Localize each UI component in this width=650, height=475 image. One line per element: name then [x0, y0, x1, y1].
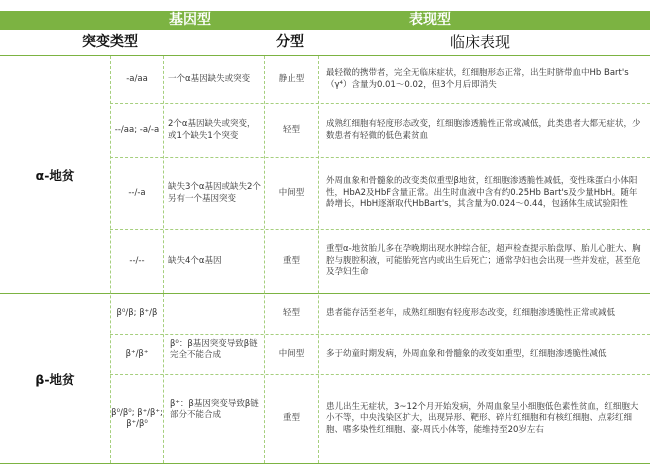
beta-type: 轻型	[282, 308, 300, 319]
beta-mutation-b0: β⁰：β基因突变导致β链完全不能合成	[170, 338, 258, 360]
alpha-clinical: 成熟红细胞有轻度形态改变，红细胞渗透脆性正常或减低，此类患者大都无症状，少数患者有轻微的低色素贫血	[326, 119, 641, 141]
alpha-type: 静止型	[278, 73, 305, 84]
divider	[163, 56, 164, 293]
alpha-type: 中间型	[278, 187, 305, 198]
beta-genotype: β⁰/β⁰; β⁺/β⁺; β⁺/β⁰	[111, 407, 163, 429]
alpha-clinical: 外周血象和骨髓象的改变类似重型β地贫，红细胞渗透脆性减低，变性珠蛋白小体阳性，HbA2及HbF含量正常。出生时血液中含有约0.25Hb Bart's及少量HbH。随年龄增长，HbH逐渐取代HbBart's，其含量为0.024～0.44，包涵体生成试验阳性	[326, 176, 638, 210]
alpha-mutation: 缺失4个α基因	[168, 255, 222, 266]
beta-genotype: β⁺/β⁺	[125, 348, 149, 359]
subheader-classification: 分型	[276, 34, 304, 50]
alpha-mutation: 缺失3个α基因或缺失2个另有一个基因突变	[168, 182, 261, 204]
alpha-genotype: -a/aa	[126, 73, 148, 84]
divider	[0, 463, 650, 464]
beta-clinical: 患者能存活至老年，成熟红细胞有轻度形态改变，红细胞渗透脆性正常或减低	[326, 308, 616, 319]
group-beta-label: β-地贫	[35, 371, 75, 387]
beta-clinical: 患儿出生无症状，3~12个月开始发病，外周血象呈小细胞低色素性贫血，红细胞大小不等，中央浅染区扩大，出现异形、靶形、碎片红细胞和有核红细胞、点彩红细胞、嗜多染性红细胞、豪-周氏小体等，能维持至20岁左右	[326, 401, 639, 435]
subheader-clinical: 临床表现	[449, 33, 510, 51]
alpha-clinical: 最轻微的携带者，完全无临床症状，红细胞形态正常，出生时脐带血中Hb Bart's（γ⁴）含量为0.01～0.02，但3个月后即消失	[326, 68, 629, 90]
alpha-mutation: 一个α基因缺失或突变	[168, 73, 251, 84]
alpha-clinical: 重型α-地贫胎儿多在孕晚期出现水肿综合征，超声检查提示胎盘厚、胎儿心脏大、胸腔与腹腔积液，可能胎死宫内或出生后死亡；通常孕妇也会出现一些并发症，甚至危及孕妇生命	[326, 244, 641, 278]
alpha-genotype: --/--	[129, 255, 145, 266]
alpha-mutation: 2个α基因缺失或突变，或1个缺失1个突变	[168, 119, 256, 141]
beta-clinical: 多于幼童时期发病，外周血象和骨髓象的改变如重型，红细胞渗透脆性减低	[326, 348, 607, 359]
alpha-genotype: --/aa; -a/-a	[114, 124, 160, 135]
subheader-mutation-type: 突变类型	[82, 34, 138, 50]
header-band	[0, 11, 650, 30]
beta-mutation-bplus: β⁺：β基因突变导致β链部分不能合成	[170, 398, 259, 420]
divider	[318, 56, 319, 463]
alpha-type: 轻型	[282, 124, 300, 135]
beta-type: 中间型	[278, 348, 305, 359]
header-phenotype: 表现型	[409, 12, 451, 28]
alpha-genotype: --/-a	[128, 187, 146, 198]
alpha-type: 重型	[282, 255, 300, 266]
divider	[163, 294, 164, 463]
beta-type: 重型	[282, 413, 300, 424]
beta-genotype: β⁰/β; β⁺/β	[116, 308, 158, 319]
group-alpha-label: α-地贫	[35, 167, 75, 183]
header-genotype: 基因型	[169, 12, 211, 28]
